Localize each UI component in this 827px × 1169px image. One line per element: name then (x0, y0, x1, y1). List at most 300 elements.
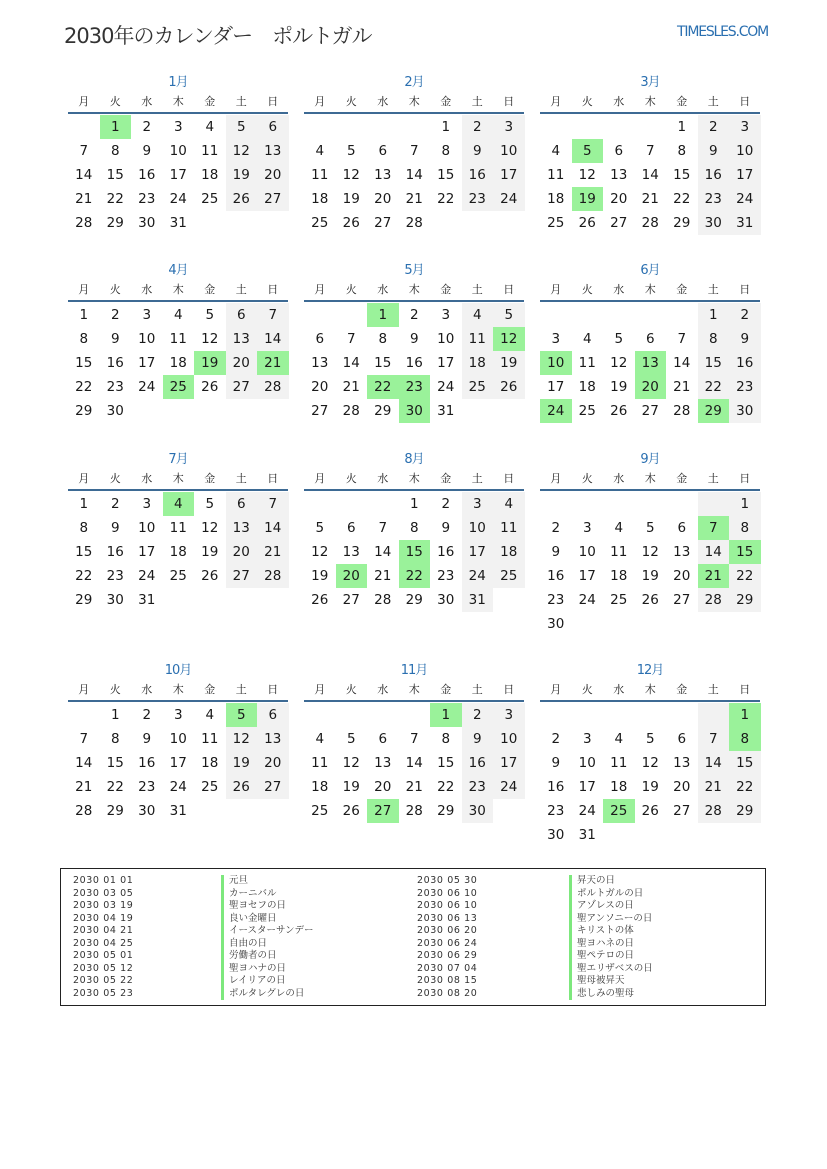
day-cell[interactable]: 14 (698, 751, 730, 775)
day-cell[interactable]: 11 (311, 167, 329, 183)
day-cell[interactable]: 13 (226, 327, 258, 351)
day-cell[interactable]: 7 (346, 331, 356, 347)
day-cell[interactable]: 13 (374, 167, 392, 183)
day-cell[interactable]: 24 (493, 187, 525, 211)
day-cell[interactable]: 29 (729, 588, 761, 612)
day-cell[interactable]: 10 (169, 731, 187, 747)
day-cell[interactable]: 17 (169, 167, 187, 183)
day-cell[interactable]: 18 (610, 779, 628, 795)
day-cell[interactable]: 20 (257, 163, 289, 187)
day-cell[interactable]: 23 (106, 379, 124, 395)
day-cell[interactable]: 4 (493, 492, 525, 516)
day-cell[interactable]: 14 (75, 755, 93, 771)
day-cell[interactable]: 30 (399, 399, 431, 423)
day-cell[interactable]: 14 (641, 167, 659, 183)
day-cell[interactable]: 22 (75, 379, 93, 395)
day-cell[interactable]: 3 (582, 731, 592, 747)
day-cell[interactable]: 3 (142, 307, 152, 323)
day-cell[interactable]: 25 (547, 215, 565, 231)
day-cell[interactable]: 25 (493, 564, 525, 588)
day-cell[interactable]: 18 (201, 755, 219, 771)
day-cell[interactable]: 24 (578, 592, 596, 608)
day-cell[interactable]: 5 (346, 143, 356, 159)
day-cell[interactable]: 28 (405, 215, 423, 231)
day-cell[interactable]: 30 (106, 403, 124, 419)
day-cell[interactable]: 3 (173, 119, 183, 135)
day-cell[interactable]: 24 (493, 775, 525, 799)
day-cell[interactable]: 27 (367, 799, 399, 823)
day-cell[interactable]: 29 (729, 799, 761, 823)
day-cell[interactable]: 17 (462, 540, 494, 564)
day-cell[interactable]: 16 (106, 355, 124, 371)
day-cell[interactable]: 6 (378, 731, 388, 747)
day-cell[interactable]: 31 (437, 403, 455, 419)
day-cell[interactable]: 12 (342, 167, 360, 183)
brand-logo-text[interactable]: TIMESLES.COM (677, 24, 768, 40)
day-cell[interactable]: 8 (698, 327, 730, 351)
day-cell[interactable]: 17 (578, 568, 596, 584)
day-cell[interactable]: 19 (201, 544, 219, 560)
day-cell[interactable]: 2 (110, 496, 120, 512)
day-cell[interactable]: 10 (729, 139, 761, 163)
day-cell[interactable]: 21 (342, 379, 360, 395)
day-cell[interactable]: 8 (677, 143, 687, 159)
day-cell[interactable]: 4 (462, 303, 494, 327)
day-cell[interactable]: 10 (578, 544, 596, 560)
day-cell[interactable]: 23 (138, 191, 156, 207)
day-cell[interactable]: 24 (729, 187, 761, 211)
day-cell[interactable]: 12 (201, 520, 219, 536)
day-cell[interactable]: 21 (405, 779, 423, 795)
day-cell[interactable]: 19 (342, 191, 360, 207)
day-cell[interactable]: 1 (698, 303, 730, 327)
day-cell[interactable]: 8 (110, 143, 120, 159)
day-cell[interactable]: 20 (336, 564, 368, 588)
day-cell[interactable]: 1 (729, 492, 761, 516)
day-cell[interactable]: 30 (547, 827, 565, 843)
day-cell[interactable]: 5 (346, 731, 356, 747)
day-cell[interactable]: 8 (378, 331, 388, 347)
day-cell[interactable]: 25 (311, 215, 329, 231)
day-cell[interactable]: 18 (169, 355, 187, 371)
day-cell[interactable]: 26 (342, 215, 360, 231)
day-cell[interactable]: 6 (677, 731, 687, 747)
day-cell[interactable]: 29 (106, 215, 124, 231)
day-cell[interactable]: 7 (79, 731, 89, 747)
day-cell[interactable]: 18 (610, 568, 628, 584)
day-cell[interactable]: 19 (311, 568, 329, 584)
day-cell[interactable]: 10 (578, 755, 596, 771)
day-cell[interactable]: 19 (641, 568, 659, 584)
day-cell[interactable]: 9 (142, 731, 152, 747)
day-cell[interactable]: 19 (342, 779, 360, 795)
day-cell[interactable]: 19 (572, 187, 604, 211)
day-cell[interactable]: 7 (645, 143, 655, 159)
day-cell[interactable]: 8 (729, 727, 761, 751)
day-cell[interactable]: 12 (342, 755, 360, 771)
day-cell[interactable]: 4 (614, 731, 624, 747)
day-cell[interactable]: 20 (673, 568, 691, 584)
day-cell[interactable]: 22 (106, 191, 124, 207)
day-cell[interactable]: 31 (138, 592, 156, 608)
day-cell[interactable]: 30 (462, 799, 494, 823)
day-cell[interactable]: 2 (462, 703, 494, 727)
day-cell[interactable]: 1 (110, 707, 120, 723)
day-cell[interactable]: 26 (201, 379, 219, 395)
day-cell[interactable]: 23 (547, 592, 565, 608)
day-cell[interactable]: 29 (405, 592, 423, 608)
day-cell[interactable]: 21 (374, 568, 392, 584)
day-cell[interactable]: 13 (342, 544, 360, 560)
day-cell[interactable]: 17 (437, 355, 455, 371)
day-cell[interactable]: 3 (551, 331, 561, 347)
day-cell[interactable]: 17 (169, 755, 187, 771)
day-cell[interactable]: 11 (201, 143, 219, 159)
day-cell[interactable]: 5 (205, 307, 215, 323)
day-cell[interactable]: 11 (610, 544, 628, 560)
day-cell[interactable]: 19 (226, 751, 258, 775)
day-cell[interactable]: 26 (610, 403, 628, 419)
day-cell[interactable]: 24 (462, 564, 494, 588)
day-cell[interactable]: 13 (374, 755, 392, 771)
day-cell[interactable]: 28 (257, 375, 289, 399)
day-cell[interactable]: 23 (462, 187, 494, 211)
day-cell[interactable]: 9 (409, 331, 419, 347)
day-cell[interactable]: 29 (374, 403, 392, 419)
day-cell[interactable]: 28 (75, 803, 93, 819)
day-cell[interactable]: 8 (409, 520, 419, 536)
day-cell[interactable]: 24 (138, 379, 156, 395)
day-cell[interactable]: 23 (437, 568, 455, 584)
day-cell[interactable]: 23 (106, 568, 124, 584)
day-cell[interactable]: 24 (138, 568, 156, 584)
day-cell[interactable]: 30 (138, 803, 156, 819)
day-cell[interactable]: 30 (698, 211, 730, 235)
day-cell[interactable]: 7 (698, 516, 730, 540)
day-cell[interactable]: 7 (677, 331, 687, 347)
day-cell[interactable]: 16 (138, 755, 156, 771)
day-cell[interactable]: 27 (673, 592, 691, 608)
day-cell[interactable]: 9 (462, 727, 494, 751)
day-cell[interactable]: 18 (169, 544, 187, 560)
day-cell[interactable]: 9 (441, 520, 451, 536)
day-cell[interactable]: 1 (677, 119, 687, 135)
day-cell[interactable]: 1 (367, 303, 399, 327)
day-cell[interactable]: 20 (226, 351, 258, 375)
day-cell[interactable]: 16 (138, 167, 156, 183)
day-cell[interactable]: 26 (493, 375, 525, 399)
day-cell[interactable]: 25 (610, 592, 628, 608)
day-cell[interactable]: 19 (194, 351, 226, 375)
day-cell[interactable]: 1 (430, 703, 462, 727)
day-cell[interactable]: 27 (342, 592, 360, 608)
day-cell[interactable]: 1 (79, 307, 89, 323)
day-cell[interactable]: 10 (493, 727, 525, 751)
day-cell[interactable]: 13 (610, 167, 628, 183)
day-cell[interactable]: 12 (641, 755, 659, 771)
day-cell[interactable]: 6 (378, 143, 388, 159)
day-cell[interactable]: 28 (342, 403, 360, 419)
day-cell[interactable]: 15 (374, 355, 392, 371)
day-cell[interactable]: 22 (673, 191, 691, 207)
day-cell[interactable]: 5 (614, 331, 624, 347)
day-cell[interactable]: 21 (698, 564, 730, 588)
day-cell[interactable]: 14 (698, 540, 730, 564)
day-cell[interactable]: 28 (374, 592, 392, 608)
day-cell[interactable]: 16 (462, 163, 494, 187)
day-cell[interactable]: 20 (635, 375, 667, 399)
day-cell[interactable]: 2 (409, 307, 419, 323)
day-cell[interactable]: 11 (311, 755, 329, 771)
day-cell[interactable]: 13 (226, 516, 258, 540)
day-cell[interactable]: 4 (163, 492, 195, 516)
day-cell[interactable]: 9 (729, 327, 761, 351)
day-cell[interactable]: 9 (110, 331, 120, 347)
day-cell[interactable]: 26 (311, 592, 329, 608)
day-cell[interactable]: 22 (75, 568, 93, 584)
day-cell[interactable]: 19 (610, 379, 628, 395)
day-cell[interactable]: 30 (106, 592, 124, 608)
day-cell[interactable]: 7 (79, 143, 89, 159)
day-cell[interactable]: 11 (547, 167, 565, 183)
day-cell[interactable]: 15 (75, 355, 93, 371)
day-cell[interactable]: 4 (205, 707, 215, 723)
day-cell[interactable]: 1 (409, 496, 419, 512)
day-cell[interactable]: 8 (441, 731, 451, 747)
day-cell[interactable]: 3 (582, 520, 592, 536)
day-cell[interactable]: 26 (226, 775, 258, 799)
day-cell[interactable]: 2 (142, 119, 152, 135)
day-cell[interactable]: 17 (493, 163, 525, 187)
day-cell[interactable]: 16 (106, 544, 124, 560)
day-cell[interactable]: 25 (603, 799, 635, 823)
day-cell[interactable]: 29 (106, 803, 124, 819)
day-cell[interactable]: 14 (405, 755, 423, 771)
day-cell[interactable]: 15 (698, 351, 730, 375)
day-cell[interactable]: 7 (378, 520, 388, 536)
day-cell[interactable]: 31 (729, 211, 761, 235)
day-cell[interactable]: 3 (493, 115, 525, 139)
day-cell[interactable]: 21 (405, 191, 423, 207)
day-cell[interactable]: 1 (79, 496, 89, 512)
day-cell[interactable]: 2 (729, 303, 761, 327)
day-cell[interactable]: 8 (79, 520, 89, 536)
day-cell[interactable]: 12 (641, 544, 659, 560)
day-cell[interactable]: 25 (311, 803, 329, 819)
day-cell[interactable]: 18 (462, 351, 494, 375)
day-cell[interactable]: 3 (173, 707, 183, 723)
day-cell[interactable]: 9 (698, 139, 730, 163)
day-cell[interactable]: 24 (169, 779, 187, 795)
day-cell[interactable]: 2 (551, 731, 561, 747)
day-cell[interactable]: 22 (437, 779, 455, 795)
day-cell[interactable]: 16 (462, 751, 494, 775)
day-cell[interactable]: 2 (462, 115, 494, 139)
day-cell[interactable]: 20 (226, 540, 258, 564)
day-cell[interactable]: 6 (346, 520, 356, 536)
day-cell[interactable]: 15 (729, 751, 761, 775)
day-cell[interactable]: 21 (75, 191, 93, 207)
day-cell[interactable]: 20 (610, 191, 628, 207)
day-cell[interactable]: 11 (493, 516, 525, 540)
day-cell[interactable]: 28 (405, 803, 423, 819)
day-cell[interactable]: 26 (578, 215, 596, 231)
day-cell[interactable]: 5 (645, 520, 655, 536)
day-cell[interactable]: 10 (138, 331, 156, 347)
day-cell[interactable]: 4 (315, 143, 325, 159)
day-cell[interactable]: 27 (673, 803, 691, 819)
day-cell[interactable]: 30 (547, 616, 565, 632)
day-cell[interactable]: 22 (367, 375, 399, 399)
day-cell[interactable]: 14 (342, 355, 360, 371)
day-cell[interactable]: 5 (226, 703, 258, 727)
day-cell[interactable]: 28 (698, 799, 730, 823)
day-cell[interactable]: 19 (226, 163, 258, 187)
day-cell[interactable]: 15 (437, 755, 455, 771)
day-cell[interactable]: 6 (677, 520, 687, 536)
day-cell[interactable]: 9 (110, 520, 120, 536)
day-cell[interactable]: 12 (578, 167, 596, 183)
day-cell[interactable]: 8 (79, 331, 89, 347)
day-cell[interactable]: 22 (698, 375, 730, 399)
day-cell[interactable]: 28 (698, 588, 730, 612)
day-cell[interactable]: 5 (645, 731, 655, 747)
day-cell[interactable]: 6 (226, 303, 258, 327)
day-cell[interactable]: 21 (698, 775, 730, 799)
day-cell[interactable]: 26 (226, 187, 258, 211)
day-cell[interactable]: 28 (641, 215, 659, 231)
day-cell[interactable]: 31 (169, 215, 187, 231)
day-cell[interactable]: 3 (142, 496, 152, 512)
day-cell[interactable]: 6 (614, 143, 624, 159)
day-cell[interactable]: 5 (205, 496, 215, 512)
day-cell[interactable]: 11 (169, 520, 187, 536)
day-cell[interactable]: 22 (729, 775, 761, 799)
day-cell[interactable]: 11 (462, 327, 494, 351)
day-cell[interactable]: 18 (493, 540, 525, 564)
day-cell[interactable]: 30 (729, 399, 761, 423)
day-cell[interactable]: 25 (169, 568, 187, 584)
day-cell[interactable]: 27 (257, 775, 289, 799)
day-cell[interactable]: 15 (399, 540, 431, 564)
day-cell[interactable]: 29 (437, 803, 455, 819)
day-cell[interactable]: 29 (75, 403, 93, 419)
day-cell[interactable]: 12 (311, 544, 329, 560)
day-cell[interactable]: 21 (75, 779, 93, 795)
day-cell[interactable]: 25 (201, 779, 219, 795)
day-cell[interactable]: 23 (399, 375, 431, 399)
day-cell[interactable]: 18 (311, 779, 329, 795)
day-cell[interactable]: 5 (493, 303, 525, 327)
day-cell[interactable]: 4 (614, 520, 624, 536)
day-cell[interactable]: 25 (462, 375, 494, 399)
day-cell[interactable]: 14 (374, 544, 392, 560)
day-cell[interactable]: 15 (673, 167, 691, 183)
day-cell[interactable]: 18 (547, 191, 565, 207)
day-cell[interactable]: 4 (551, 143, 561, 159)
day-cell[interactable]: 11 (201, 731, 219, 747)
day-cell[interactable]: 16 (547, 568, 565, 584)
day-cell[interactable]: 26 (342, 803, 360, 819)
day-cell[interactable]: 3 (441, 307, 451, 323)
day-cell[interactable]: 17 (729, 163, 761, 187)
day-cell[interactable]: 2 (110, 307, 120, 323)
day-cell[interactable]: 17 (578, 779, 596, 795)
day-cell[interactable]: 12 (201, 331, 219, 347)
day-cell[interactable]: 27 (641, 403, 659, 419)
day-cell[interactable]: 7 (257, 303, 289, 327)
day-cell[interactable]: 28 (673, 403, 691, 419)
day-cell[interactable]: 14 (75, 167, 93, 183)
day-cell[interactable]: 18 (201, 167, 219, 183)
day-cell[interactable]: 15 (106, 167, 124, 183)
day-cell[interactable]: 21 (257, 351, 289, 375)
day-cell[interactable]: 10 (540, 351, 572, 375)
day-cell[interactable]: 31 (169, 803, 187, 819)
day-cell[interactable]: 29 (698, 399, 730, 423)
day-cell[interactable]: 24 (437, 379, 455, 395)
day-cell[interactable]: 25 (578, 403, 596, 419)
day-cell[interactable]: 28 (75, 215, 93, 231)
day-cell[interactable]: 2 (551, 520, 561, 536)
day-cell[interactable]: 23 (698, 187, 730, 211)
day-cell[interactable]: 13 (257, 727, 289, 751)
day-cell[interactable]: 20 (374, 191, 392, 207)
day-cell[interactable]: 13 (673, 755, 691, 771)
day-cell[interactable]: 4 (315, 731, 325, 747)
day-cell[interactable]: 10 (462, 516, 494, 540)
day-cell[interactable]: 30 (437, 592, 455, 608)
day-cell[interactable]: 22 (729, 564, 761, 588)
day-cell[interactable]: 2 (698, 115, 730, 139)
day-cell[interactable]: 8 (441, 143, 451, 159)
day-cell[interactable]: 6 (257, 115, 289, 139)
day-cell[interactable]: 23 (462, 775, 494, 799)
day-cell[interactable]: 4 (582, 331, 592, 347)
day-cell[interactable]: 20 (257, 751, 289, 775)
day-cell[interactable]: 19 (493, 351, 525, 375)
day-cell[interactable]: 26 (641, 803, 659, 819)
day-cell[interactable]: 21 (257, 540, 289, 564)
day-cell[interactable]: 8 (110, 731, 120, 747)
day-cell[interactable]: 20 (673, 779, 691, 795)
day-cell[interactable]: 18 (311, 191, 329, 207)
day-cell[interactable]: 23 (138, 779, 156, 795)
day-cell[interactable]: 25 (201, 191, 219, 207)
day-cell[interactable]: 26 (201, 568, 219, 584)
day-cell[interactable]: 10 (493, 139, 525, 163)
day-cell[interactable]: 27 (257, 187, 289, 211)
day-cell[interactable]: 29 (75, 592, 93, 608)
day-cell[interactable]: 13 (311, 355, 329, 371)
day-cell[interactable]: 7 (409, 731, 419, 747)
day-cell[interactable]: 1 (100, 115, 132, 139)
day-cell[interactable]: 22 (437, 191, 455, 207)
day-cell[interactable]: 21 (641, 191, 659, 207)
day-cell[interactable]: 23 (547, 803, 565, 819)
day-cell[interactable]: 24 (578, 803, 596, 819)
day-cell[interactable]: 14 (673, 355, 691, 371)
day-cell[interactable]: 11 (610, 755, 628, 771)
day-cell[interactable]: 4 (173, 307, 183, 323)
day-cell[interactable]: 7 (257, 492, 289, 516)
day-cell[interactable]: 13 (257, 139, 289, 163)
day-cell[interactable]: 16 (698, 163, 730, 187)
day-cell[interactable]: 14 (257, 327, 289, 351)
day-cell[interactable]: 14 (405, 167, 423, 183)
day-cell[interactable]: 6 (645, 331, 655, 347)
day-cell[interactable]: 20 (311, 379, 329, 395)
